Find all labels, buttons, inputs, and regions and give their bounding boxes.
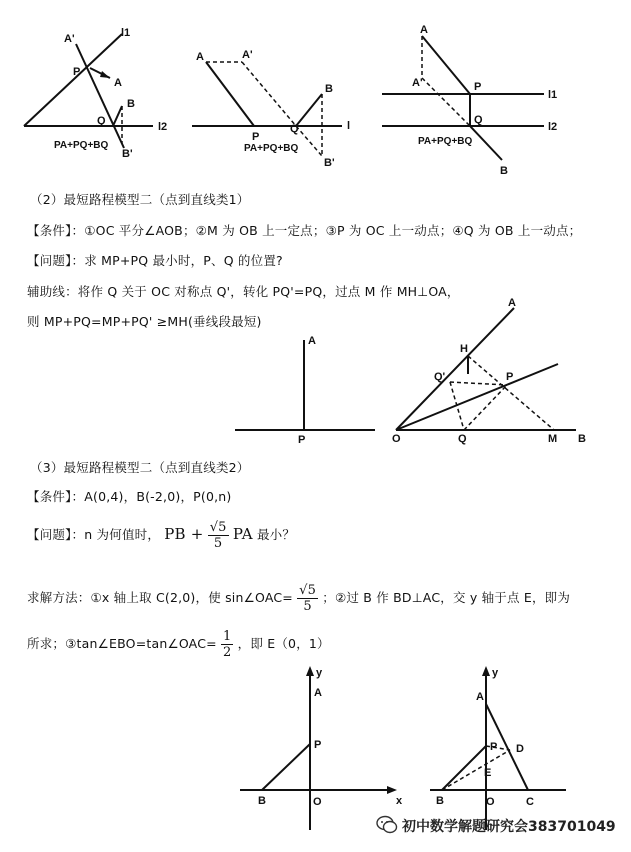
section-2-question: 【问题】：求 MP+PQ 最小时，P、Q 的位置? (27, 253, 283, 268)
label-b-prime: B' (324, 157, 335, 169)
method-fraction-num: √5 (299, 583, 317, 598)
label-c: C (526, 796, 534, 808)
x-arrow (387, 786, 397, 794)
label-y: y (492, 667, 499, 679)
section-3-condition: 【条件】：A(0,4)，B(-2,0)，P(0,n) (27, 489, 232, 504)
label-l2: l2 (158, 121, 168, 133)
method-fraction-den: 5 (303, 599, 312, 614)
section-3-heading: （3）最短路程模型二（点到直线类2） (30, 460, 250, 475)
caption-2: PA+PQ+BQ (244, 143, 299, 154)
method-fraction (297, 583, 318, 614)
label-a: A (314, 687, 322, 699)
label-p: P (506, 371, 514, 383)
label-p: P (252, 131, 260, 143)
question-fraction-num: √5 (209, 520, 227, 535)
answer-suffix: ，即 E（0，1） (237, 636, 330, 651)
dashed-a-prime-q (242, 62, 296, 126)
figure-1 (18, 20, 198, 160)
segment-q-b (470, 126, 502, 160)
question-expr-b: PA (232, 525, 253, 543)
ray-oa (396, 308, 514, 430)
label-h: H (460, 343, 468, 355)
label-b-prime: B' (122, 148, 133, 160)
answer-fraction-num: 1 (223, 629, 232, 644)
dashed-q-prime-p (450, 382, 507, 385)
method-prefix: 求解方法：①x 轴上取 C(2,0)，使 sin∠OAC= (27, 590, 293, 605)
answer-fraction-den: 2 (223, 645, 232, 660)
label-a: A (196, 51, 204, 63)
section-3-answer (27, 629, 330, 660)
arrow-head (100, 71, 110, 78)
label-b: B (578, 433, 586, 445)
label-x: x (396, 795, 403, 807)
label-q: Q (290, 123, 299, 135)
segment-q-b (113, 106, 122, 126)
figure-5 (388, 294, 588, 444)
wechat-chat-icon (376, 815, 398, 835)
label-y: y (316, 667, 323, 679)
label-p: P (490, 741, 498, 753)
answer-fraction (221, 629, 233, 660)
label-a-prime: A' (242, 49, 253, 61)
segment-a-p (206, 62, 254, 126)
label-l1: l1 (121, 27, 131, 39)
y-arrow (482, 666, 490, 676)
section-2-aux-line-1: 辅助线：将作 Q 关于 OC 对称点 Q'，转化 PQ'=PQ，过点 M 作 MH⊥OA， (27, 284, 460, 299)
question-fraction-den: 5 (213, 536, 223, 551)
label-b: B (436, 795, 444, 807)
section-2-condition: 【条件】：①OC 平分∠AOB；②M 为 OB 上一定点；③P 为 OC 上一动点；④Q 为 OB 上一动点； (27, 223, 582, 238)
segment-b-p (262, 744, 310, 790)
label-p: P (298, 434, 306, 446)
figure-3 (382, 20, 582, 180)
label-b: B (127, 98, 135, 110)
label-q-prime: Q' (434, 371, 446, 383)
label-q: Q (458, 433, 467, 445)
dashed-q-p (464, 385, 507, 430)
label-b: B (258, 795, 266, 807)
label-p: P (474, 81, 482, 93)
ray-oc (396, 364, 558, 430)
label-b: B (500, 165, 508, 177)
label-b: B (325, 83, 333, 95)
question-fraction (208, 520, 229, 551)
question-suffix: 最小？ (256, 527, 296, 542)
label-p: P (314, 739, 322, 751)
label-a-prime: A' (64, 33, 75, 45)
caption-1: PA+PQ+BQ (54, 140, 109, 151)
dashed-q-prime-q (450, 382, 464, 430)
label-a-prime: A' (412, 77, 423, 89)
label-l1: l1 (548, 89, 558, 101)
label-a: A (308, 335, 316, 347)
label-q: Q (474, 114, 483, 126)
segment-a-prime-b-prime (76, 44, 124, 148)
label-l2: l2 (548, 121, 558, 133)
label-e: E (484, 767, 492, 779)
figure-4 (235, 330, 385, 450)
dashed-h-m (468, 356, 554, 430)
method-suffix: ；②过 B 作 BD⊥AC，交 y 轴于点 E，即为 (322, 590, 571, 605)
label-a: A (420, 24, 428, 36)
section-2-aux-line-2: 则 MP+PQ=MP+PQ' ≥MH(垂线段最短) (27, 314, 262, 329)
section-2-heading: （2）最短路程模型二（点到直线类1） (30, 192, 250, 207)
figure-2 (192, 20, 372, 169)
y-arrow (306, 666, 314, 676)
answer-prefix: 所求；③tan∠EBO=tan∠OAC= (27, 636, 217, 651)
watermark-text: 初中数学解题研究会383701049 (402, 819, 616, 835)
label-o: O (486, 796, 495, 808)
section-3-question (27, 520, 295, 551)
label-q: Q (97, 115, 106, 127)
label-o: O (313, 796, 322, 808)
segment-q-b (296, 94, 322, 126)
label-p: P (73, 66, 81, 78)
dashed-q-b-prime (296, 126, 322, 156)
label-l: l (347, 120, 351, 132)
label-m: M (548, 433, 558, 445)
label-a: A (114, 77, 122, 89)
section-3-method (27, 583, 570, 614)
caption-3: PA+PQ+BQ (418, 136, 473, 147)
question-expr-a: PB + (164, 525, 204, 543)
label-a: A (508, 297, 516, 309)
figure-7 (430, 664, 580, 834)
label-o: O (392, 433, 401, 445)
question-prefix: 【问题】：n 为何值时， (27, 527, 161, 542)
label-d: D (516, 743, 524, 755)
figure-6 (240, 664, 410, 834)
label-a: A (476, 691, 484, 703)
